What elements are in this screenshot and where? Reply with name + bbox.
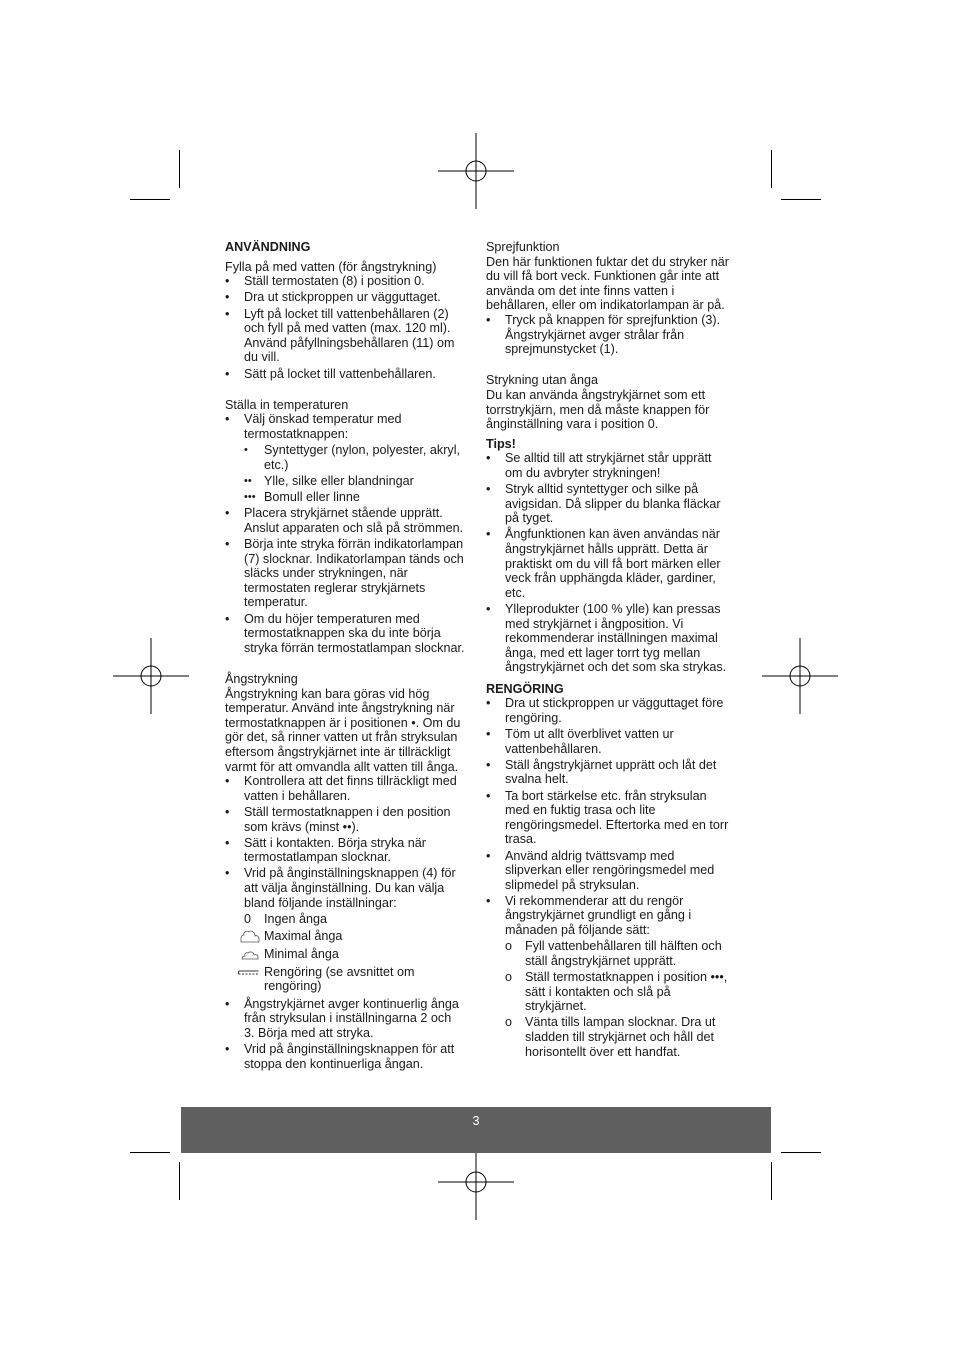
steam-paragraph: Ångstrykning kan bara göras vid hög temperatur. Använd inte ångstrykning när termostatknappen är i positionen •. Om du gör det, så rinner vatten ut från stryksulan eftersom ångstrykjärnet inte är tillräckligt varmt för att omvandla allt vatten till ånga. <box>225 686 461 774</box>
fabric-item: ••• Bomull eller linne <box>244 490 360 505</box>
list-item: • Ställ termostaten (8) i position 0. <box>225 274 425 289</box>
cleaning-list <box>486 696 731 937</box>
fabric-item: •• Ylle, silke eller blandningar <box>244 473 414 488</box>
cleaning-icon <box>236 965 261 980</box>
list-item: • Sätt på locket till vattenbehållaren. <box>225 366 436 381</box>
crop-mark <box>179 1162 180 1200</box>
spray-paragraph: Den här funktionen fuktar det du stryker när du vill få bort veck. Funktionen går inte att använda om det inte finns vatten i behållaren, eller om indikatorlampan är på. <box>486 254 729 313</box>
steam-setting-none: 0 Ingen ånga <box>244 911 328 926</box>
list-item: • Ångfunktionen kan även användas när ångstrykjärnet hålls upprätt. Detta är praktiskt om du vill få bort märken eller veck från upphängda kläder, gardiner, etc. <box>486 527 721 600</box>
cleaning-heading: RENGÖRING <box>486 681 564 696</box>
list-item: • Lyft på locket till vattenbehållaren (2) och fyll på med vatten (max. 120 ml). Använd påfyllningsbehållaren (11) om du vill. <box>225 306 455 365</box>
crop-mark <box>130 199 170 200</box>
cloud-large-icon <box>239 929 261 944</box>
registration-mark-icon <box>111 636 191 716</box>
right-column <box>486 240 731 1061</box>
list-item: • Placera strykjärnet stående upprätt. Anslut apparaten och slå på strömmen. <box>225 506 464 535</box>
fill-heading: Fylla på med vatten (för ångstrykning) <box>225 259 437 274</box>
list-item: • Kontrollera att det finns tillräckligt med vatten i behållaren. <box>225 774 457 803</box>
page-number: 3 <box>472 1114 480 1128</box>
dry-heading: Strykning utan ånga <box>486 373 599 388</box>
registration-mark-icon <box>760 636 840 716</box>
tips-list <box>486 451 731 675</box>
list-item: • Börja inte stryka förrän indikatorlampan (7) slocknar. Indikatorlampan tänds och släcks under strykningen, när termostaten reglerar strykjärnets temperatur. <box>225 537 464 610</box>
list-item: • Dra ut stickproppen ur vägguttaget före rengöring. <box>486 696 724 725</box>
registration-mark-icon <box>436 131 516 211</box>
fill-list <box>225 274 465 381</box>
crop-mark <box>771 150 772 188</box>
left-column <box>225 240 465 1073</box>
list-item: • Ställ ångstrykjärnet upprätt och låt det svalna helt. <box>486 757 717 787</box>
steam-settings <box>225 912 465 994</box>
list-item: • Ångstrykjärnet avger kontinuerlig ånga från stryksulan i inställningarna 2 och 3. Börja med att stryka. <box>225 996 459 1040</box>
monthly-step: o Vänta tills lampan slocknar. Dra ut sladden till strykjärnet och håll det horisontellt över ett handfat. <box>505 1015 716 1059</box>
list-item: • Se alltid till att strykjärnet står upprätt om du avbryter strykningen! <box>486 451 712 480</box>
steam-heading: Ångstrykning <box>225 671 298 686</box>
steam-setting-cleaning: Rengöring (se avsnittet om rengöring) <box>225 965 465 994</box>
monthly-steps-list <box>486 939 731 1059</box>
crop-mark <box>781 199 821 200</box>
cloud-small-icon <box>239 947 261 962</box>
fabric-list <box>225 443 465 505</box>
monthly-step: o Ställ termostatknappen i position •••, sätt i kontakten och slå på strykjärnet. <box>505 970 728 1014</box>
list-item: • Tryck på knappen för sprejfunktion (3). Ångstrykjärnet avger strålar från sprejmunstycket (1). <box>486 312 721 357</box>
list-item: • Stryk alltid syntettyger och silke på avigsidan. Då slipper du blanka fläckar på tyget. <box>486 482 721 526</box>
crop-mark <box>771 1162 772 1200</box>
dry-paragraph: Du kan använda ångstrykjärnet som ett torrstrykjärn, men då måste knappen för ånginställning vara i position 0. <box>486 387 710 432</box>
list-item: • Ta bort stärkelse etc. från stryksulan med en fuktig trasa och lite rengöringsmedel. Eftertorka med en torr trasa. <box>486 788 729 847</box>
crop-mark <box>781 1152 821 1153</box>
tips-heading: Tips! <box>486 436 516 451</box>
list-item: • Töm ut allt överblivet vatten ur vattenbehållaren. <box>486 726 674 756</box>
temp-list <box>225 412 465 441</box>
list-item: • Dra ut stickproppen ur vägguttaget. <box>225 290 441 305</box>
steam-setting-min: Minimal ånga <box>225 947 465 962</box>
steam-setting-max: Maximal ånga <box>225 929 465 944</box>
list-item: • Välj önskad temperatur med termostatknappen: <box>225 412 402 441</box>
list-item: • Om du höjer temperaturen med termostatknappen ska du inte börja stryka förrän termostatlampan slocknar. <box>225 611 465 655</box>
footer-bar <box>181 1107 771 1153</box>
temp-heading: Ställa in temperaturen <box>225 397 349 412</box>
crop-mark <box>179 150 180 188</box>
monthly-step: o Fyll vattenbehållaren till hälften och ställ ångstrykjärnet upprätt. <box>505 939 722 968</box>
zero-symbol: 0 <box>244 911 252 926</box>
usage-heading: ANVÄNDNING <box>225 240 311 254</box>
fabric-item: • Syntettyger (nylon, polyester, akryl, etc.) <box>244 443 460 472</box>
spray-list <box>486 313 731 357</box>
crop-mark <box>130 1152 170 1153</box>
list-item: • Använd aldrig tvättsvamp med slipverkan eller rengöringsmedel med slipmedel på stryksulan. <box>486 848 715 892</box>
list-item: • Sätt i kontakten. Börja stryka när termostatlampan slocknar. <box>225 835 426 865</box>
steam-list <box>225 774 465 910</box>
steam-list-more <box>225 997 465 1072</box>
list-item: • Vi rekommenderar att du rengör ångstrykjärnet grundligt en gång i månaden på följande sätt: <box>486 893 692 938</box>
list-item: • Ylleprodukter (100 % ylle) kan pressas med strykjärnet i ångposition. Vi rekommenderar inställningen maximal ånga, med ett lager torrt tyg mellan ångstrykjärnet och det som ska strykas. <box>486 602 727 675</box>
spray-heading: Sprejfunktion <box>486 240 560 254</box>
temp-list-more <box>225 506 465 655</box>
list-item: • Ställ termostatknappen i den position som krävs (minst ••). <box>225 804 451 834</box>
list-item: • Vrid på ånginställningsknappen (4) för att välja ånginställning. Du kan välja bland följande inställningar: <box>225 866 456 910</box>
list-item: • Vrid på ånginställningsknappen för att stoppa den kontinuerliga ångan. <box>225 1042 455 1071</box>
registration-mark-icon <box>436 1142 516 1222</box>
